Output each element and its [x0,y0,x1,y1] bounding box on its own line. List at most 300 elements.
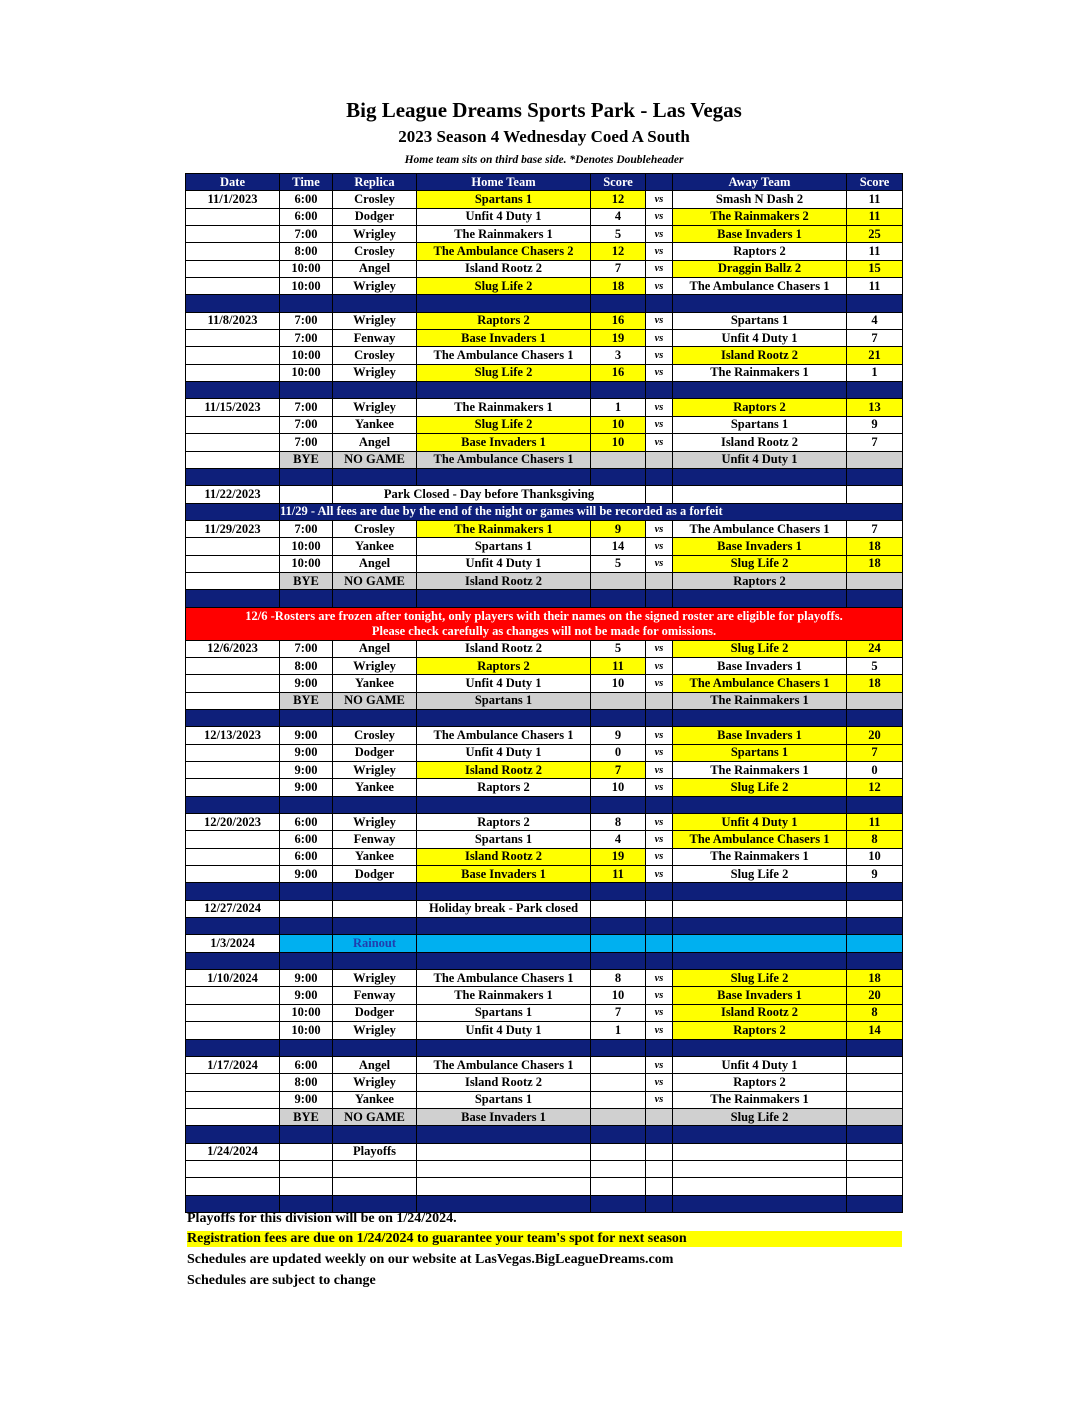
separator-cell [847,918,903,935]
game-row [186,762,903,779]
separator-cell [333,918,417,935]
game-field: Crosley [333,727,417,744]
separator-cell [280,1126,333,1143]
away-score: 7 [847,744,903,761]
rain-cell [847,935,903,952]
game-field: Wrigley [333,364,417,381]
home-score: 3 [591,347,646,364]
game-time: 8:00 [280,1074,333,1091]
vs-label: vs [646,779,673,796]
week-separator [186,590,903,607]
game-date [186,278,280,295]
game-field: Wrigley [333,312,417,329]
home-team: Unfit 4 Duty 1 [417,1022,591,1039]
col-date-header: Date [186,174,280,191]
separator-cell [646,468,673,485]
separator-cell [333,796,417,813]
schedule-table [185,173,903,1213]
game-date [186,416,280,433]
separator-cell [591,295,646,312]
away-team: Unfit 4 Duty 1 [673,330,847,347]
footer-disclaimer: Schedules are subject to change [187,1273,376,1288]
bye-vs-blank [646,572,673,589]
game-date: 11/15/2023 [186,399,280,416]
home-team: Raptors 2 [417,779,591,796]
col-time-header: Time [280,174,333,191]
game-date [186,866,280,883]
game-row [186,970,903,987]
separator-cell [847,883,903,900]
blank-cell [646,1143,673,1160]
separator-cell [280,468,333,485]
game-date: 12/20/2023 [186,814,280,831]
week-separator [186,918,903,935]
separator-cell [847,709,903,726]
game-time: 7:00 [280,226,333,243]
bye-date-blank [186,692,280,709]
bye-score-blank [847,692,903,709]
separator-cell [673,382,847,399]
week-separator [186,883,903,900]
home-score: 7 [591,1004,646,1021]
game-time: 6:00 [280,814,333,831]
bye-score-blank [591,572,646,589]
week-separator [186,1195,903,1212]
bye-row [186,692,903,709]
week-separator [186,1126,903,1143]
bye-date-blank [186,451,280,468]
week-separator [186,382,903,399]
separator-cell [847,590,903,607]
separator-cell [673,1039,847,1056]
rainout-label: Rainout [333,935,417,952]
away-team: Spartans 1 [673,312,847,329]
vs-label: vs [646,762,673,779]
separator-cell [280,382,333,399]
game-date [186,555,280,572]
game-field: Wrigley [333,226,417,243]
game-time: 7:00 [280,434,333,451]
away-score: 4 [847,312,903,329]
game-time: 8:00 [280,657,333,674]
col-away-team-header: Away Team [673,174,847,191]
game-row [186,1091,903,1108]
game-row [186,866,903,883]
game-row [186,191,903,208]
vs-label: vs [646,278,673,295]
game-date [186,657,280,674]
vs-label: vs [646,1022,673,1039]
vs-label: vs [646,208,673,225]
game-date [186,987,280,1004]
separator-cell [186,590,280,607]
rain-cell [673,935,847,952]
away-team: The Rainmakers 1 [673,762,847,779]
away-team: Island Rootz 2 [673,347,847,364]
bye-vs-blank [646,692,673,709]
away-team: Slug Life 2 [673,866,847,883]
blank-cell [646,486,673,503]
game-date [186,208,280,225]
game-date [186,260,280,277]
bye-team: Raptors 2 [673,572,847,589]
bye-team: Island Rootz 2 [417,572,591,589]
away-score: 11 [847,208,903,225]
home-score: 11 [591,657,646,674]
bye-score-blank [847,451,903,468]
no-game-label: NO GAME [333,692,417,709]
separator-cell [646,1126,673,1143]
game-row [186,1022,903,1039]
game-date [186,1004,280,1021]
col-vs-header [646,174,673,191]
separator-cell [417,468,591,485]
bye-score-blank [847,1108,903,1125]
blank-cell [280,1178,333,1195]
separator-cell [591,590,646,607]
blank-cell [847,1160,903,1177]
game-time: 7:00 [280,416,333,433]
bye-date-blank [186,572,280,589]
vs-label: vs [646,1074,673,1091]
blank-cell [186,1178,280,1195]
home-team: Spartans 1 [417,1091,591,1108]
vs-label: vs [646,312,673,329]
away-score: 10 [847,848,903,865]
page-title: Big League Dreams Sports Park - Las Vegas [346,98,742,122]
home-score: 5 [591,226,646,243]
bye-team: The Ambulance Chasers 1 [417,451,591,468]
home-team: Island Rootz 2 [417,1074,591,1091]
vs-label: vs [646,987,673,1004]
footer-website: Schedules are updated weekly on our website at LasVegas.BigLeagueDreams.com [187,1252,674,1267]
separator-cell [333,952,417,969]
separator-cell [673,918,847,935]
away-team: The Ambulance Chasers 1 [673,278,847,295]
game-time: 6:00 [280,848,333,865]
park-closed-row [186,486,903,503]
blank-cell [847,900,903,917]
away-score: 11 [847,191,903,208]
away-score: 1 [847,364,903,381]
game-date [186,243,280,260]
separator-cell [417,590,591,607]
bye-team: The Rainmakers 1 [673,692,847,709]
bye-row [186,572,903,589]
home-score: 19 [591,848,646,865]
game-time: 9:00 [280,970,333,987]
home-team: Island Rootz 2 [417,640,591,657]
game-time: 7:00 [280,399,333,416]
separator-cell [417,796,591,813]
home-team: The Rainmakers 1 [417,520,591,537]
game-field: Yankee [333,779,417,796]
separator-cell [417,1126,591,1143]
home-score: 10 [591,779,646,796]
separator-cell [673,590,847,607]
away-team: Base Invaders 1 [673,727,847,744]
blank-cell [673,1178,847,1195]
game-field: Dodger [333,1004,417,1021]
game-date: 1/3/2024 [186,935,280,952]
game-date [186,675,280,692]
away-team: Base Invaders 1 [673,538,847,555]
away-score: 9 [847,416,903,433]
away-score: 25 [847,226,903,243]
separator-cell [591,796,646,813]
game-row [186,364,903,381]
no-game-label: NO GAME [333,451,417,468]
separator-cell [280,590,333,607]
away-score: 12 [847,779,903,796]
away-team: Smash N Dash 2 [673,191,847,208]
game-row [186,779,903,796]
separator-cell [333,382,417,399]
home-team: The Ambulance Chasers 1 [417,727,591,744]
week-separator [186,952,903,969]
game-row [186,1056,903,1073]
game-row [186,416,903,433]
game-field: Fenway [333,987,417,1004]
rain-cell [417,935,591,952]
home-score: 8 [591,970,646,987]
away-team: The Rainmakers 2 [673,208,847,225]
vs-label: vs [646,866,673,883]
col-home-score-header: Score [591,174,646,191]
bye-team: Base Invaders 1 [417,1108,591,1125]
home-team: Unfit 4 Duty 1 [417,555,591,572]
bye-date-blank [186,1108,280,1125]
separator-cell [646,590,673,607]
away-score: 18 [847,538,903,555]
bye-score-blank [591,692,646,709]
game-field: Wrigley [333,1022,417,1039]
away-score: 9 [847,866,903,883]
game-date [186,831,280,848]
blank-cell [280,900,333,917]
separator-cell [333,1039,417,1056]
home-score: 0 [591,744,646,761]
game-date: 12/6/2023 [186,640,280,657]
game-date [186,364,280,381]
home-team: Unfit 4 Duty 1 [417,675,591,692]
schedule-body [186,174,903,1213]
separator-cell [591,468,646,485]
footer-playoffs: Playoffs for this division will be on 1/24/2024. [187,1211,457,1226]
game-time: 9:00 [280,866,333,883]
game-time: 9:00 [280,779,333,796]
away-score: 18 [847,675,903,692]
home-team: The Ambulance Chasers 1 [417,1056,591,1073]
game-date [186,744,280,761]
separator-cell [186,1126,280,1143]
away-team: Raptors 2 [673,243,847,260]
away-score: 24 [847,640,903,657]
col-home-team-header: Home Team [417,174,591,191]
home-score: 9 [591,727,646,744]
away-team: Base Invaders 1 [673,226,847,243]
game-time: 7:00 [280,312,333,329]
blank-cell [847,1178,903,1195]
game-date: 12/27/2024 [186,900,280,917]
page-subtitle: 2023 Season 4 Wednesday Coed A South [398,127,690,146]
game-time: 10:00 [280,555,333,572]
separator-cell [646,796,673,813]
away-team: Island Rootz 2 [673,1004,847,1021]
away-score: 7 [847,434,903,451]
bye-team: Unfit 4 Duty 1 [673,451,847,468]
vs-label: vs [646,675,673,692]
game-field: Wrigley [333,399,417,416]
separator-cell [591,1195,646,1212]
game-field: Yankee [333,848,417,865]
game-field: Dodger [333,208,417,225]
home-score: 10 [591,434,646,451]
col-away-score-header: Score [847,174,903,191]
away-team: The Rainmakers 1 [673,1091,847,1108]
away-score: 0 [847,762,903,779]
bye-label: BYE [280,451,333,468]
separator-cell [280,952,333,969]
game-time: 10:00 [280,1022,333,1039]
game-row [186,744,903,761]
separator-cell [646,295,673,312]
away-score: 11 [847,243,903,260]
separator-cell [591,1126,646,1143]
game-field: Dodger [333,866,417,883]
away-score: 15 [847,260,903,277]
game-time: 9:00 [280,675,333,692]
fees-notice-text: 11/29 - All fees are due by the end of the night or games will be recorded as a forfeit [280,503,903,520]
vs-label: vs [646,640,673,657]
home-score: 14 [591,538,646,555]
home-team: Spartans 1 [417,1004,591,1021]
home-score: 12 [591,191,646,208]
separator-cell [591,709,646,726]
game-field: Crosley [333,347,417,364]
separator-cell [673,709,847,726]
blank-row [186,1160,903,1177]
away-score: 20 [847,987,903,1004]
game-row [186,330,903,347]
separator-cell [673,1126,847,1143]
game-time: 10:00 [280,278,333,295]
game-row [186,848,903,865]
game-date [186,330,280,347]
separator-cell [186,295,280,312]
game-date [186,779,280,796]
vs-label: vs [646,814,673,831]
blank-cell [673,900,847,917]
separator-cell [186,468,280,485]
game-date [186,848,280,865]
park-closed-text: Park Closed - Day before Thanksgiving [333,486,646,503]
holiday-row [186,900,903,917]
vs-label: vs [646,831,673,848]
away-score: 7 [847,330,903,347]
separator-cell [646,382,673,399]
separator-cell [646,1195,673,1212]
game-row [186,1004,903,1021]
away-score [847,1074,903,1091]
game-field: Angel [333,1056,417,1073]
separator-cell [280,1039,333,1056]
home-score: 4 [591,208,646,225]
playoffs-row [186,1143,903,1160]
roster-notice-line2: Please check carefully as changes will not be made for omissions. [371,623,717,638]
game-field: Yankee [333,416,417,433]
game-date: 11/29/2023 [186,520,280,537]
game-time: 10:00 [280,364,333,381]
week-separator [186,295,903,312]
game-row [186,640,903,657]
game-date: 1/10/2024 [186,970,280,987]
separator-cell [333,883,417,900]
game-field: Yankee [333,1091,417,1108]
blank-cell [417,1143,591,1160]
playoffs-label: Playoffs [333,1143,417,1160]
game-time: 9:00 [280,987,333,1004]
table-header-row [186,174,903,191]
game-row [186,675,903,692]
game-field: Angel [333,260,417,277]
home-score: 11 [591,866,646,883]
away-team: Base Invaders 1 [673,987,847,1004]
roster-notice-line1: 12/6 -Rosters are frozen after tonight, only players with their names on the signed roster are eligible for playoffs. [245,608,843,623]
vs-label: vs [646,538,673,555]
game-time: 10:00 [280,260,333,277]
rain-cell [280,935,333,952]
separator-cell [847,796,903,813]
home-score: 8 [591,814,646,831]
home-score: 4 [591,831,646,848]
away-team: The Ambulance Chasers 1 [673,675,847,692]
home-team: The Rainmakers 1 [417,399,591,416]
separator-cell [186,1039,280,1056]
bye-score-blank [591,1108,646,1125]
home-team: Slug Life 2 [417,364,591,381]
separator-cell [333,1126,417,1143]
away-score: 7 [847,520,903,537]
bye-team: Slug Life 2 [673,1108,847,1125]
notice-blank [186,503,280,520]
home-team: Slug Life 2 [417,416,591,433]
vs-label: vs [646,657,673,674]
separator-cell [333,468,417,485]
home-team: Base Invaders 1 [417,330,591,347]
blank-cell [417,1178,591,1195]
away-score: 18 [847,970,903,987]
game-date: 1/17/2024 [186,1056,280,1073]
game-row [186,399,903,416]
separator-cell [333,295,417,312]
no-game-label: NO GAME [333,572,417,589]
game-time: 9:00 [280,1091,333,1108]
game-row [186,434,903,451]
away-score: 18 [847,555,903,572]
footer-registration: Registration fees are due on 1/24/2024 to guarantee your team's spot for next season [187,1231,902,1247]
game-field: Yankee [333,538,417,555]
game-date [186,226,280,243]
game-field: Crosley [333,191,417,208]
home-score: 18 [591,278,646,295]
home-score: 16 [591,312,646,329]
game-field: Angel [333,434,417,451]
blank-cell [847,1143,903,1160]
blank-cell [591,1160,646,1177]
game-time: 6:00 [280,1056,333,1073]
home-team: Unfit 4 Duty 1 [417,744,591,761]
